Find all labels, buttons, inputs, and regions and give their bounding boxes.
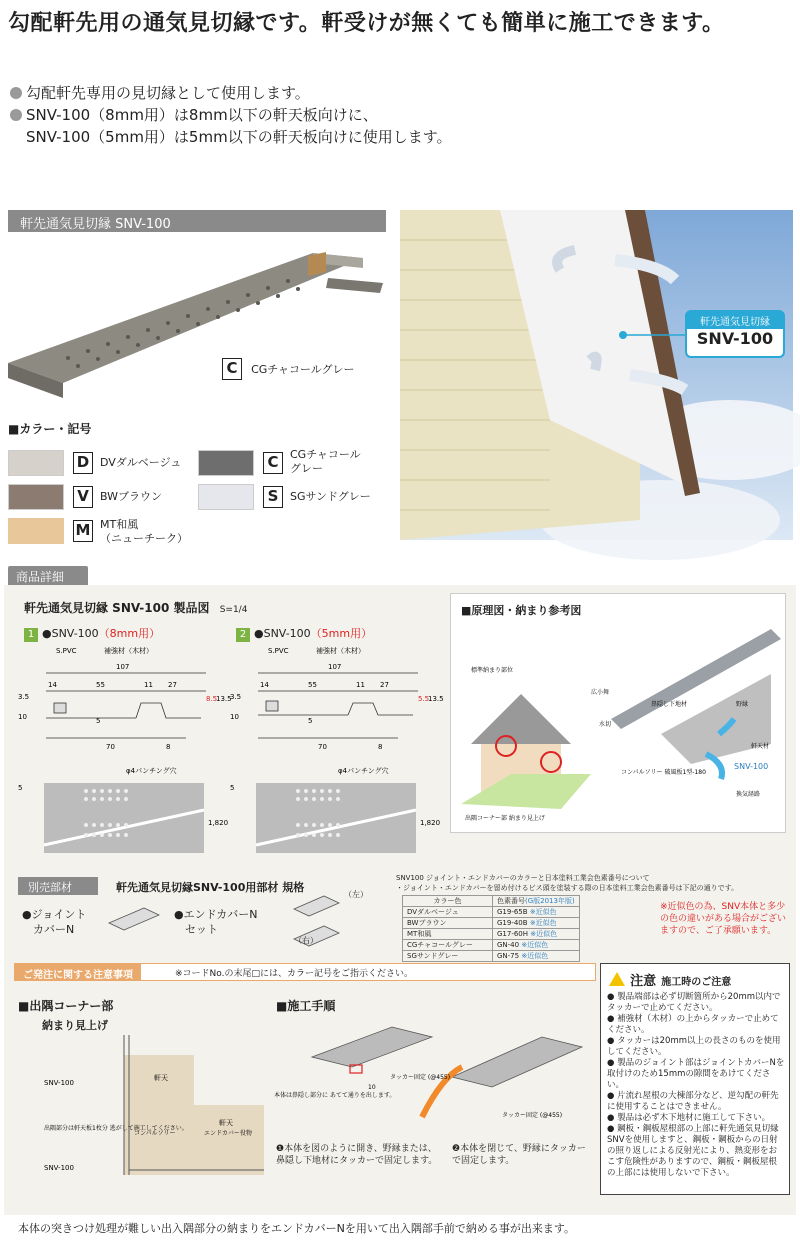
swatch: [8, 484, 64, 510]
joint-cover-label: ●ジョイント カバーN: [22, 908, 87, 936]
section-tab-detail: 商品詳細: [8, 566, 88, 586]
label-ceiling: 軒天材: [751, 743, 770, 750]
endcap-right-label: （右）: [294, 936, 318, 945]
dim-27: 27: [168, 681, 177, 689]
procedure-diagram: [272, 1017, 592, 1137]
label-outer: 出隅コーナー部 納まり見上げ: [465, 815, 545, 822]
label-compal: コンパルソリー 破風板1型-180: [621, 769, 706, 776]
dim-107: 107: [116, 663, 130, 671]
label-corner-note: 出隅部分は軒天板1枚分 逃がして施工してください。: [44, 1125, 188, 1132]
caution-list: [607, 992, 785, 1179]
paint-color-table: [402, 895, 580, 962]
joint-cover-image: [104, 903, 164, 933]
procedure-step-2: ❷本体を閉じて、野縁にタッカーで固定します。: [452, 1144, 586, 1166]
label-wood: 補強材（木材）: [104, 647, 153, 655]
dim-h: 8.5: [206, 695, 218, 703]
product-color-label: C CGチャコールグレー: [222, 358, 355, 380]
dim-1820: 1,820: [208, 819, 229, 827]
detail-panel: [4, 585, 796, 1215]
label-tacker-2: タッカー固定 (@455): [502, 1112, 563, 1119]
bullet-dot-icon: [10, 109, 22, 121]
order-notice: ご発注に関する注意事項 ※コードNo.の末尾□には、カラー記号をご指示ください。: [14, 963, 596, 981]
bullet-1: 勾配軒先専用の見切縁として使用します。: [10, 82, 452, 104]
table-row: SGサンドグレー GN-75 ※近似色: [403, 951, 580, 962]
product-image: [8, 238, 388, 413]
color-note-1: SNV100 ジョイント・エンドカバーのカラーと日本塗料工業会色素番号について: [396, 874, 650, 882]
dim-70: 70: [318, 743, 327, 751]
approx-color-note: ※近似色の為、SNV本体と多少の色の違いがある場合がございますので、ご了承願います。: [660, 902, 787, 936]
label-std: 標準納まり部位: [471, 667, 514, 674]
corner-diagram: [14, 1035, 264, 1185]
color-note-2: ・ジョイント・エンドカバーを留め付けるビス頭を塗装する際の日本塗料工業会色素番号は下記の通りです。: [396, 884, 739, 892]
dim-13-5: 13.5: [216, 695, 232, 703]
label-snv-bottom: SNV-100: [44, 1164, 74, 1172]
product-title-bar: 軒先通気見切縁 SNV-100: [8, 210, 386, 232]
dim-10: 10: [368, 1084, 376, 1091]
photo-callout: 軒先通気見切縁 SNV-100: [685, 310, 785, 358]
dim-10: 10: [230, 713, 239, 721]
plan-drawing-2: [228, 765, 441, 865]
caution-box: [600, 963, 790, 1195]
dim-5: 5: [96, 717, 101, 725]
warning-icon: [609, 972, 625, 986]
dim-107: 107: [328, 663, 342, 671]
procedure-title: ■施工手順: [276, 999, 336, 1013]
dim-55: 55: [308, 681, 317, 689]
dim-14: 14: [260, 681, 269, 689]
label-tacker-1: タッカー固定 (@455): [390, 1074, 451, 1081]
table-row: CGチャコールグレー GN-40 ※近似色: [403, 940, 580, 951]
installation-photo: [400, 210, 793, 540]
corner-title: ■出隅コーナー部: [18, 999, 114, 1013]
dim-13-5: 13.5: [428, 695, 444, 703]
label-endcap: エンドカバー役物: [204, 1130, 252, 1137]
plan-drawing-1: [16, 765, 229, 865]
label-spvc: S.PVC: [56, 647, 77, 655]
label-compal: コンパルソリー: [134, 1130, 176, 1137]
bullet-3: SNV-100（5mm用）は5mm以下の軒天板向けに使用します。: [26, 128, 452, 146]
variant-2-heading: 2 ●SNV-100（5mm用）: [236, 625, 372, 642]
label-snv-top: SNV-100: [44, 1079, 74, 1087]
dim-14: 14: [48, 681, 57, 689]
dim-11: 11: [144, 681, 153, 689]
color-grid: D DVダルベージュ C CGチャコール グレー V BWブラウン S SGサンドグレー M MT和風 （ニューチーク）: [8, 450, 398, 550]
corner-subtitle: 納まり見上げ: [42, 1019, 108, 1032]
feature-bullets: [10, 82, 452, 148]
table-row: BWブラウン G19-40B ※近似色: [403, 918, 580, 929]
label-noki-2: 軒天: [219, 1119, 233, 1127]
list-item: ● 鋼板・鋼板屋根部の上部に軒先通気見切縁SNVを使用しますと、鋼板・鋼板からの日射の照り返しによる反射光により、熱変形をおこす危険性がありますので、鋼板・鋼板屋根の上部には使用しないで下さい。: [607, 1124, 779, 1178]
bullet-dot-icon: [10, 87, 22, 99]
dim-8: 8: [166, 743, 171, 751]
list-item: ● 製品は必ず木下地材に施工して下さい。: [607, 1113, 771, 1123]
label-snv: SNV-100: [734, 762, 769, 771]
label-wide: 広小舞: [591, 689, 610, 696]
table-row: DVダルベージュ G19-65B ※近似色: [403, 907, 580, 918]
section-drawing-2: [228, 643, 444, 753]
list-item: ● 製品端部は必ず切断箇所から20mm以内でタッカーで止めてください。: [607, 992, 781, 1013]
dim-5: 5: [308, 717, 313, 725]
bullet-2: SNV-100（8mm用）は8mm以下の軒天板向けに、: [10, 104, 452, 126]
swatch: [198, 450, 254, 476]
list-item: ● 補強材（木材）の上からタッカーで止めてください。: [607, 1014, 779, 1035]
variant-1-heading: 1 ●SNV-100（8mm用）: [24, 625, 160, 642]
section-drawing-1: [16, 643, 232, 753]
list-item: ● 製品のジョイント部はジョイントカバーNを取付けのため15mmの隙間をあけてください。: [607, 1058, 785, 1090]
dim-5: 5: [230, 784, 235, 792]
dim-3-5: 3.5: [18, 693, 30, 701]
dim-11: 11: [356, 681, 365, 689]
caution-header: 注意 施工時のご注意: [609, 970, 731, 989]
label-proc-note: 本体は鼻隠し部分に あてて通りを出します。: [274, 1092, 396, 1099]
dim-1820: 1,820: [420, 819, 441, 827]
swatch: [198, 484, 254, 510]
endcap-left-label: （左）: [344, 890, 368, 899]
label-punch: φ4パンチング穴: [126, 767, 177, 775]
label-noen: 野縁: [736, 701, 749, 708]
principle-diagram-box: ■原理図・納まり参考図 標準納まり部位 出隅コーナー部 納まり見上げ 広小舞 鼻隠し下地材 水切 野縁 軒天材 コンパルソリー 破風板1型-180 SNV-100 換気経路: [450, 593, 786, 833]
parts-title: 軒先通気見切縁SNV-100用部材 規格: [116, 881, 305, 894]
label-punch: φ4パンチング穴: [338, 767, 389, 775]
label-vent: 換気経路: [736, 791, 761, 798]
dim-27: 27: [380, 681, 389, 689]
dim-3-5: 3.5: [230, 693, 242, 701]
dim-10: 10: [18, 713, 27, 721]
label-spvc: S.PVC: [268, 647, 289, 655]
table-header-row: カラー色 色素番号(G版2013年版): [403, 896, 580, 907]
label-water: 水切: [599, 721, 612, 728]
eaves-illustration: [400, 210, 793, 540]
endcap-label: ●エンドカバーN セット: [174, 908, 258, 936]
swatch: [8, 450, 64, 476]
footer-note: 本体の突きつけ処理が難しい出入隅部分の納まりをエンドカバーNを用いて出入隅部手前で納める事が出来ます。: [18, 1222, 576, 1235]
swatch: [8, 518, 64, 544]
color-heading: ■カラー・記号: [8, 422, 92, 436]
principle-diagram: [451, 624, 787, 829]
dim-8: 8: [378, 743, 383, 751]
dim-55: 55: [96, 681, 105, 689]
drawing-title: 軒先通気見切縁 SNV-100 製品図 S=1/4: [24, 601, 248, 615]
parts-tab: 別売部材: [18, 877, 98, 895]
list-item: ● タッカーは20mm以上の長さのものを使用してください。: [607, 1036, 781, 1057]
dim-70: 70: [106, 743, 115, 751]
list-item: ● 片流れ屋根の大棟部分など、逆勾配の軒先に使用することはできません。: [607, 1091, 779, 1112]
dim-h: 5.5: [418, 695, 430, 703]
dim-5: 5: [18, 784, 23, 792]
label-wood: 補強材（木材）: [316, 647, 365, 655]
page-headline: 勾配軒先用の通気見切縁です。軒受けが無くても簡単に施工できます。: [8, 11, 725, 36]
table-row: MT和風 G17-60H ※近似色: [403, 929, 580, 940]
label-fascia: 鼻隠し下地材: [651, 701, 688, 708]
label-noki: 軒天: [154, 1074, 168, 1082]
procedure-step-1: ❶本体を図のように開き、野縁または、鼻隠し下地材にタッカーで固定します。: [276, 1144, 438, 1166]
